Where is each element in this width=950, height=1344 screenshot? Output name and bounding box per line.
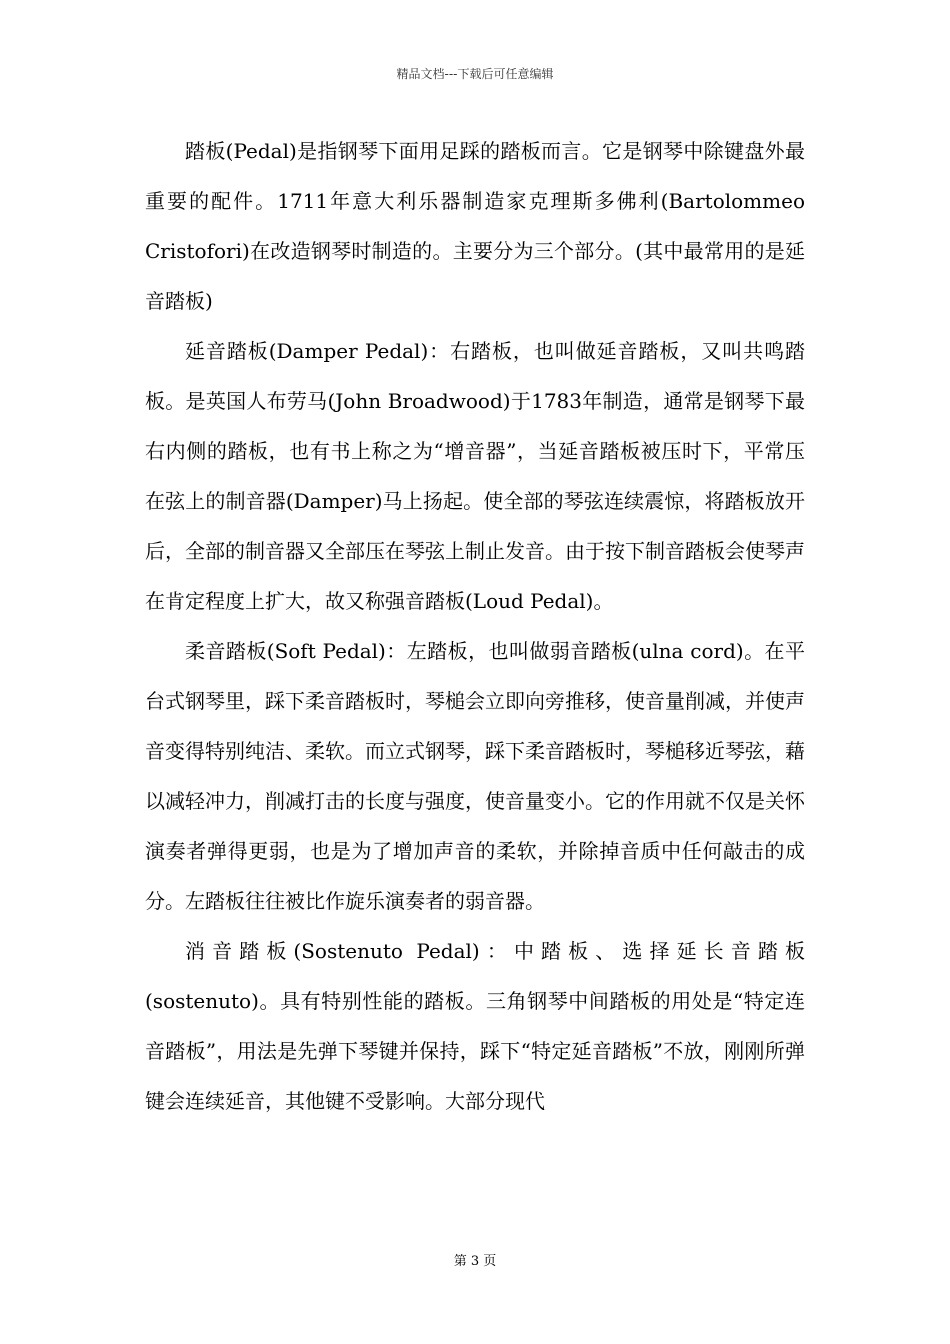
paragraph-soft-pedal: 柔音踏板(Soft Pedal)：左踏板，也叫做弱音踏板(ulna cord)。在平台式钢琴里，踩下柔音踏板时，琴槌会立即向旁推移，使音量削减，并使声音变得特别纯洁、柔软。而立式钢琴，踩下柔音踏板时，琴槌移近琴弦，藉以减轻冲力，削减打击的长度与强度，使音量变小。它的作用就不仅是关怀演奏者弹得更弱，也是为了增加声音的柔软，并除掉音质中任何敲击的成分。左踏板往往被比作旋乐演奏者的弱音器。: [145, 639, 805, 913]
page-header: 精品文档---下载后可任意编辑: [396, 67, 554, 81]
document-body: [145, 126, 805, 1126]
paragraph-damper-pedal: 延音踏板(Damper Pedal)：右踏板，也叫做延音踏板，又叫共鸣踏板。是英国人布劳马(John Broadwood)于1783年制造，通常是钢琴下最右内侧的踏板，也有书上称之为“增音器”，当延音踏板被压时下，平常压在弦上的制音器(Damper)马上扬起。使全部的琴弦连续震惊，将踏板放开后，全部的制音器又全部压在琴弦上制止发音。由于按下制音踏板会使琴声在肯定程度上扩大，故又称强音踏板(Loud Pedal)。: [145, 339, 805, 613]
page-number: 第 3 页: [453, 1254, 497, 1269]
paragraph-pedal-intro: 踏板(Pedal)是指钢琴下面用足踩的踏板而言。它是钢琴中除键盘外最重要的配件。1711年意大利乐器制造家克理斯多佛利(Bartolommeo Cristofori)在改造钢琴时制造的。主要分为三个部分。(其中最常用的是延音踏板): [145, 139, 805, 313]
paragraph-sostenuto-pedal: 消音踏板(Sostenuto Pedal)：中踏板、选择延长音踏板(sostenuto)。具有特别性能的踏板。三角钢琴中间踏板的用处是“特定连音踏板”，用法是先弹下琴键并保持，踩下“特定延音踏板”不放，刚刚所弹键会连续延音，其他键不受影响。大部分现代: [145, 939, 805, 1113]
